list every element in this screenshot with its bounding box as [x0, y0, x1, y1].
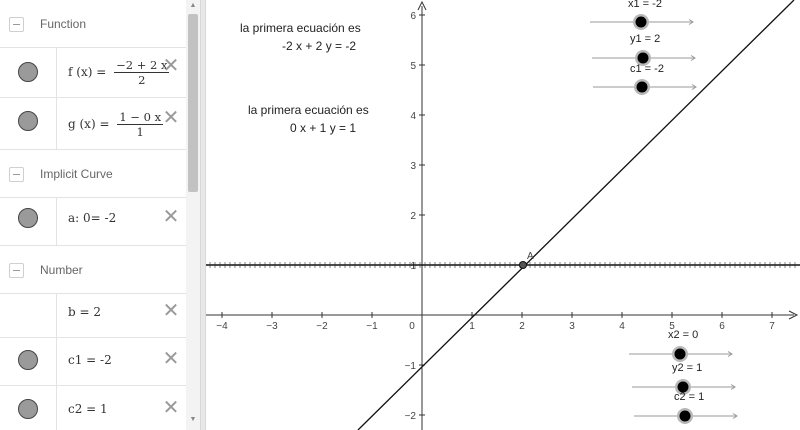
x-tick-label: 0 — [409, 321, 415, 332]
scroll-up-icon[interactable]: ▲ — [189, 2, 197, 9]
slider-label: c2 = 1 — [674, 391, 705, 403]
y-tick-labels — [405, 11, 417, 422]
algebra-item-a[interactable] — [0, 198, 186, 246]
fraction-denominator: 2 — [138, 73, 146, 87]
x-tick-label: 3 — [569, 321, 575, 332]
x-tick-label: 7 — [769, 321, 775, 332]
slider-label: y2 = 1 — [672, 362, 703, 374]
close-icon[interactable]: ✕ — [162, 204, 180, 228]
equation2-expression[interactable]: 0 x + 1 y = 1 — [290, 121, 357, 135]
visibility-toggle[interactable] — [18, 208, 38, 228]
slider-knob[interactable] — [638, 53, 649, 64]
collapse-icon[interactable] — [9, 167, 24, 182]
section-function[interactable] — [0, 0, 186, 48]
visibility-cell — [0, 98, 57, 149]
y-tick-label: −2 — [404, 411, 416, 422]
axis-ticks — [222, 15, 772, 415]
point-a[interactable] — [520, 262, 527, 269]
visibility-cell — [0, 294, 57, 337]
slider-x1[interactable] — [590, 0, 693, 30]
close-icon[interactable]: ✕ — [162, 105, 180, 129]
visibility-cell — [0, 338, 57, 385]
slider-knob[interactable] — [680, 411, 691, 422]
slider-x2[interactable] — [629, 329, 732, 362]
close-icon[interactable]: ✕ — [162, 346, 180, 370]
function-lhs: f (x) = — [68, 65, 107, 79]
point-a-label: A — [527, 251, 534, 262]
x-tick-label: 5 — [669, 321, 675, 332]
y-tick-label: 3 — [410, 161, 416, 172]
y-tick-label: −1 — [404, 361, 416, 372]
fraction-numerator: −2 + 2 x — [116, 58, 168, 72]
fraction — [117, 110, 163, 139]
y-tick-label: 5 — [410, 61, 416, 72]
algebra-item-b[interactable] — [0, 294, 186, 338]
visibility-toggle[interactable] — [18, 350, 38, 370]
x-tick-label: 4 — [619, 321, 625, 332]
visibility-cell — [0, 48, 57, 97]
visibility-toggle[interactable] — [18, 399, 38, 419]
algebra-view — [0, 0, 186, 430]
x-tick-label: 6 — [719, 321, 725, 332]
algebra-item-g[interactable] — [0, 98, 186, 150]
visibility-cell — [0, 386, 57, 430]
section-label: Implicit Curve — [40, 167, 113, 181]
section-label: Function — [40, 17, 87, 31]
section-number[interactable] — [0, 246, 186, 294]
number-c1[interactable]: c1 = -2 — [68, 353, 112, 367]
slider-label: x1 = -2 — [628, 0, 662, 10]
fraction-numerator: 1 − 0 x — [119, 110, 162, 124]
function-g-expression[interactable] — [68, 110, 163, 139]
collapse-icon[interactable] — [9, 17, 24, 32]
number-c2[interactable]: c2 = 1 — [68, 402, 108, 416]
slider-label: x2 = 0 — [668, 329, 699, 341]
algebra-item-c1[interactable] — [0, 338, 186, 386]
section-label: Number — [40, 263, 83, 277]
slider-label: c1 = -2 — [630, 63, 664, 75]
y-tick-label: 1 — [410, 261, 416, 272]
slider-knob[interactable] — [637, 82, 648, 93]
equation1-expression[interactable]: -2 x + 2 y = -2 — [282, 39, 357, 53]
function-f-expression[interactable] — [68, 58, 169, 87]
x-tick-label: 2 — [519, 321, 525, 332]
algebra-item-f[interactable] — [0, 48, 186, 98]
slider-c2[interactable] — [634, 391, 737, 424]
y-tick-label: 4 — [410, 111, 416, 122]
x-tick-label: −4 — [216, 321, 228, 332]
y-tick-label: 6 — [410, 11, 416, 22]
algebra-item-c2[interactable] — [0, 386, 186, 430]
visibility-toggle[interactable] — [18, 111, 38, 131]
implicit-curve-a[interactable]: a: 0= -2 — [68, 211, 117, 225]
y-tick-label: 2 — [410, 211, 416, 222]
x-tick-label: −2 — [316, 321, 328, 332]
close-icon[interactable]: ✕ — [162, 53, 180, 77]
equation2-title[interactable]: la primera ecuación es — [248, 103, 369, 117]
slider-knob[interactable] — [675, 349, 686, 360]
visibility-cell — [0, 198, 57, 245]
section-implicit-curve[interactable] — [0, 150, 186, 198]
visibility-toggle[interactable] — [18, 62, 38, 82]
x-tick-label: −3 — [266, 321, 278, 332]
x-tick-label: 1 — [469, 321, 475, 332]
number-b[interactable]: b = 2 — [68, 305, 101, 319]
close-icon[interactable]: ✕ — [162, 395, 180, 419]
fraction-denominator: 1 — [136, 125, 144, 139]
graphics-view[interactable] — [206, 0, 800, 430]
function-lhs: g (x) = — [68, 117, 110, 131]
slider-label: y1 = 2 — [630, 33, 661, 45]
x-tick-label: −1 — [366, 321, 378, 332]
scrollbar-thumb[interactable] — [188, 14, 198, 192]
slider-knob[interactable] — [636, 17, 647, 28]
slider-y1[interactable] — [592, 33, 695, 66]
scroll-down-icon[interactable]: ▼ — [189, 416, 197, 423]
close-icon[interactable]: ✕ — [162, 298, 180, 322]
graphics-canvas[interactable] — [206, 0, 800, 430]
slider-c1[interactable] — [593, 63, 696, 95]
collapse-icon[interactable] — [9, 263, 24, 278]
equation1-title[interactable]: la primera ecuación es — [240, 21, 361, 35]
